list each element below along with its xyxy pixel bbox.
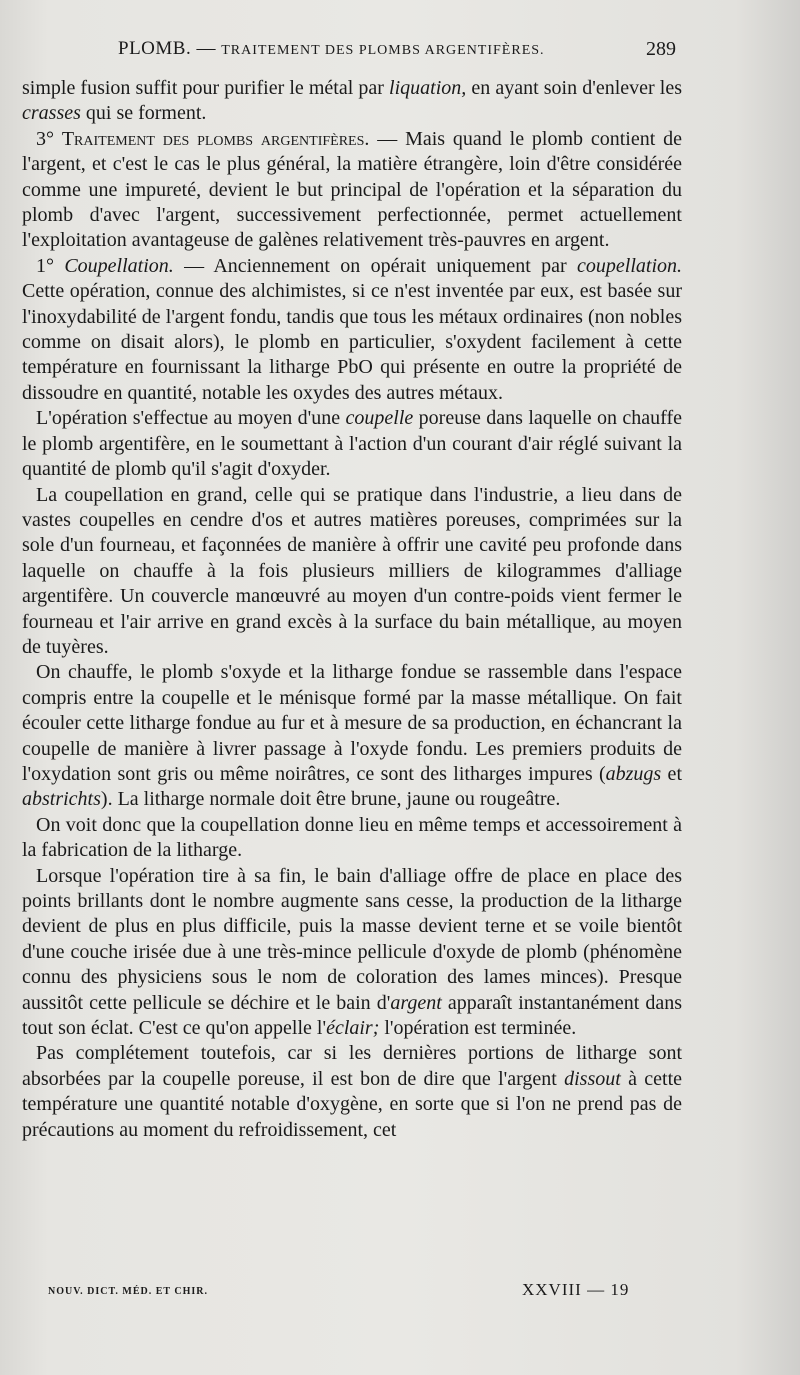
text-run: qui se forment. [80,102,207,125]
text-run: Lorsque l'opération tire à sa fin, le bain d'alliage offre de place en place des points brillants dont le nombre augmente sans cesse, la production de la litharge devient de plus en plus difficile, puis la masse devient terne et se voile bientôt d'une couche irisée due à une très-mince pellicule d'oxyde de plomb (phénomène connu des physiciens sous le nom de coloration des lames minces). Presque aussitôt cette pellicule se déchire et le bain d' [22,864,682,1014]
footer-signature: XXVIII — 19 [522,1280,630,1299]
paragraph [22,406,682,482]
text-run: La coupellation en grand, celle qui se pratique dans l'industrie, a lieu dans de vastes coupelles en cendre d'os et autres matières poreuses, comprimées sur la sole d'un fourneau, et façonnées de manière à offrir une cavité peu profonde dans laquelle on chauffe à la fois plusieurs milliers de kilogrammes d'alliage argentifère. Un couvercle manœuvré au moyen d'un contre-poids vient fermer le fourneau et l'air arrive en grand excès à la surface du bain métallique, au moyen de tuyères. [22,483,682,658]
text-run: abzugs [605,762,662,785]
text-run: dissout [564,1067,621,1090]
text-run: — Mais quand le plomb contient de l'argent, et c'est le cas le plus général, la matière étrangère, loin d'être considérée comme une impureté, devient le but principal de l'opération et la séparation du plomb d'avec l'argent, successivement perfectionnée, permet actuellement l'exploitation avantageuse de galènes relativement très-pauvres en argent. [22,127,683,252]
text-run: et [661,762,682,785]
text-run: 3° [36,127,62,150]
header-title-section: TRAITEMENT DES PLOMBS ARGENTIFÈRES. [221,43,545,58]
paragraph [22,660,682,812]
footer [0,1278,800,1308]
paragraph [22,76,682,127]
paragraph [22,864,682,1042]
text-run: liquation, [389,77,467,99]
text-run: On voit donc que la coupellation donne lieu en même temps et accessoirement à la fabrication de la litharge. [22,813,682,862]
text-run: argent [390,991,442,1014]
text-run: — Anciennement on opérait uniquement par [173,254,578,277]
text-run: simple fusion suffit pour purifier le métal par [22,77,390,99]
text-run: On chauffe, le plomb s'oxyde et la litharge fondue se rassemble dans l'espace compris entre la coupelle et le ménisque formé par la masse métallique. On fait écouler cette litharge fondue au fur et à mesure de sa production, en échancrant la coupelle de manière à livrer passage à l'oxyde fondu. Les premiers produits de l'oxydation sont gris ou même noirâtres, ce sont des litharges impures ( [22,661,682,785]
text-run: coupelle [345,407,414,430]
text-run: à cette température une quantité notable d'oxygène, en sorte que si l'on ne prend pas de précautions au moment du refroidissement, cet [22,1067,683,1141]
text-run: abstrichts [22,788,101,811]
header-title-dash: — [196,38,216,59]
paragraph [22,127,682,254]
text-run: ). La litharge normale doit être brune, jaune ou rougeâtre. [100,788,561,811]
text-run: 1° [36,254,65,277]
text-run: apparaît instantanément dans tout son éclat. C'est ce qu'on appelle l' [22,991,682,1040]
text-run: Traitement des plombs argentifères. [61,127,370,150]
header-title [118,38,545,60]
text-run: éclair; [326,1017,380,1040]
text-run: poreuse dans laquelle on chauffe le plomb argentifère, en le soumettant à l'action d'un courant d'air réglé suivant la quantité de plomb qu'il s'agit d'oxyder. [22,407,682,481]
text-run: L'opération s'effectue au moyen d'une [36,407,346,430]
footer-publication: NOUV. DICT. MÉD. ET CHIR. [48,1286,209,1297]
paragraph [22,813,682,864]
text-run: coupellation. [577,254,682,277]
running-header [0,38,800,68]
text-run: Coupellation. [64,254,174,277]
text-run: Pas complétement toutefois, car si les dernières portions de litharge sont absorbées par la coupelle poreuse, il est bon de dire que l'argent [22,1042,682,1090]
text-run: Cette opération, connue des alchimistes, si ce n'est inventée par eux, est basée sur l'inoxydabilité de l'argent fondu, tandis que tous les métaux ordinaires (non nobles comme on disait alors), le plomb en particulier, s'oxydent facilement à cette température en fournissant la litharge PbO qui présente en outre la propriété de dissoudre en quantité, notable les oxydes des autres métaux. [22,280,682,404]
paragraph [22,483,682,661]
text-run: crasses [22,102,81,125]
text-run: en ayant soin d'enlever les [466,77,682,99]
text-run: l'opération est terminée. [379,1017,577,1040]
paragraph [22,254,682,406]
paragraph [22,1041,682,1143]
header-title-main: PLOMB. [118,38,192,59]
page-number: 289 [646,38,676,60]
body-text [22,76,682,1143]
